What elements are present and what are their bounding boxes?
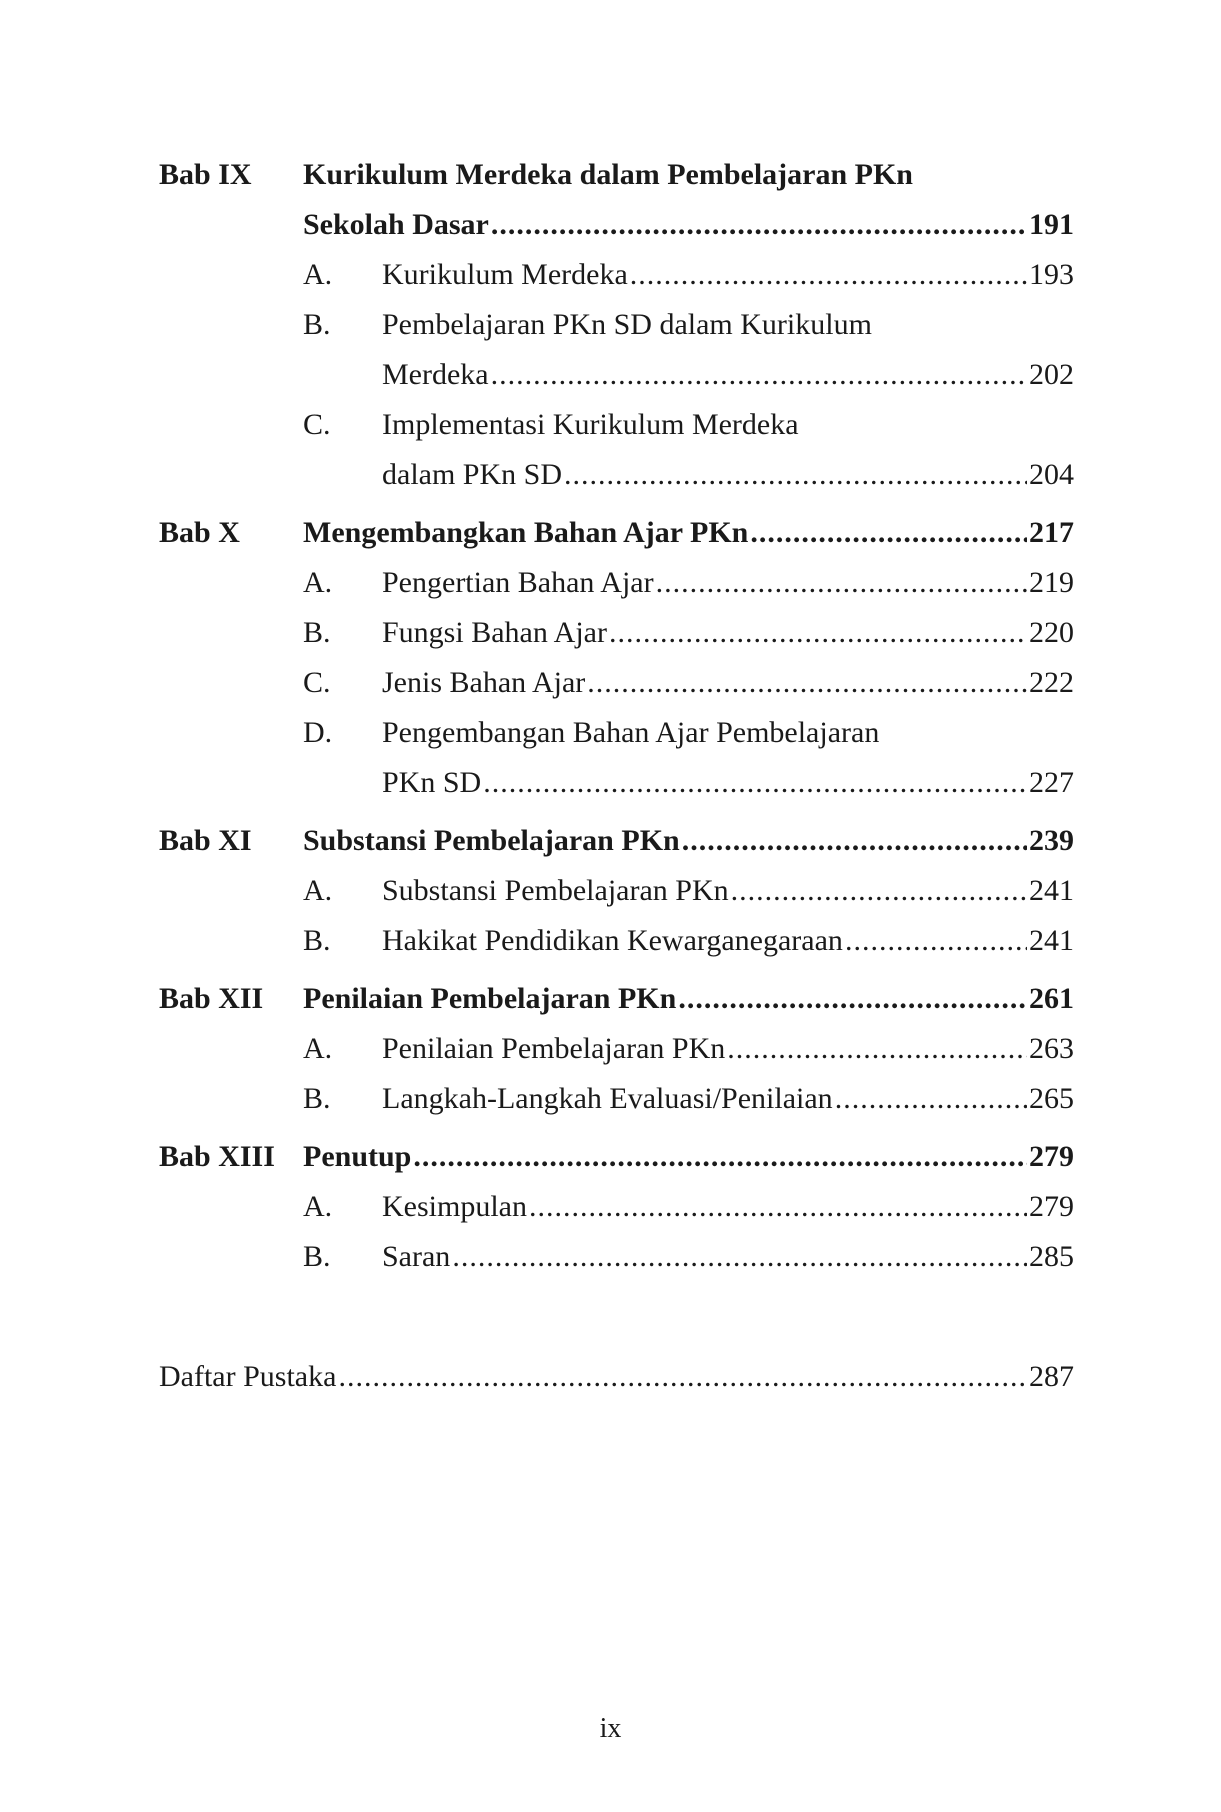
- toc-chapter-heading: [159, 1132, 1074, 1182]
- dot-leader: [630, 250, 1027, 300]
- chapter-title: Penutup: [303, 1140, 412, 1173]
- dot-leader: [845, 916, 1027, 966]
- section-title: Saran: [382, 1240, 451, 1273]
- chapter-page-number: 191: [1029, 208, 1074, 241]
- toc-chapter-bab-xi: [159, 816, 1074, 966]
- section-page-number: 219: [1029, 566, 1074, 599]
- toc-section-cont: [159, 758, 1074, 808]
- toc-section: [159, 558, 1074, 608]
- toc-chapter-heading: [159, 150, 1074, 200]
- chapter-title: Substansi Pembelajaran PKn: [303, 824, 680, 857]
- section-letter: B.: [303, 924, 331, 957]
- dot-leader: [609, 608, 1027, 658]
- toc-section-cont: [159, 350, 1074, 400]
- bibliography-title: Daftar Pustaka: [159, 1360, 337, 1393]
- section-page-number: 204: [1029, 458, 1074, 491]
- toc-chapter-heading: [159, 816, 1074, 866]
- section-page-number: 222: [1029, 666, 1074, 699]
- section-title: Kesimpulan: [382, 1190, 527, 1223]
- section-letter: B.: [303, 1082, 331, 1115]
- section-page-number: 202: [1029, 358, 1074, 391]
- toc-section: [159, 250, 1074, 300]
- chapter-label: Bab XI: [159, 824, 252, 857]
- section-page-number: 220: [1029, 616, 1074, 649]
- section-title-cont: PKn SD: [382, 766, 482, 799]
- dot-leader: [678, 974, 1027, 1024]
- section-letter: A.: [303, 1190, 333, 1223]
- toc-section: [159, 1232, 1074, 1282]
- bibliography-page-number: 287: [1029, 1360, 1074, 1393]
- toc-section: [159, 300, 1074, 350]
- toc-chapter-bab-xii: [159, 974, 1074, 1124]
- dot-leader: [529, 1182, 1027, 1232]
- section-page-number: 193: [1029, 258, 1074, 291]
- section-page-number: 227: [1029, 766, 1074, 799]
- section-letter: C.: [303, 666, 331, 699]
- dot-leader: [338, 1352, 1027, 1402]
- dot-leader: [727, 1024, 1027, 1074]
- section-title: Pengertian Bahan Ajar: [382, 566, 654, 599]
- section-title: Implementasi Kurikulum Merdeka: [382, 408, 799, 441]
- chapter-title: Kurikulum Merdeka dalam Pembelajaran PKn: [303, 158, 913, 191]
- section-title: Pengembangan Bahan Ajar Pembelajaran: [382, 716, 880, 749]
- dot-leader: [452, 1232, 1027, 1282]
- toc-chapter-heading-cont: [159, 200, 1074, 250]
- dot-leader: [731, 866, 1027, 916]
- section-title: Pembelajaran PKn SD dalam Kurikulum: [382, 308, 872, 341]
- section-letter: B.: [303, 308, 331, 341]
- chapter-title: Penilaian Pembelajaran PKn: [303, 982, 677, 1015]
- chapter-page-number: 217: [1029, 516, 1074, 549]
- chapter-label: Bab X: [159, 516, 240, 549]
- section-title: Kurikulum Merdeka: [382, 258, 628, 291]
- chapter-page-number: 261: [1029, 982, 1074, 1015]
- chapter-page-number: 239: [1029, 824, 1074, 857]
- chapter-label: Bab XII: [159, 982, 264, 1015]
- toc-chapter-bab-x: [159, 508, 1074, 808]
- section-letter: C.: [303, 408, 331, 441]
- toc-section: [159, 708, 1074, 758]
- toc-section: [159, 608, 1074, 658]
- section-title: Jenis Bahan Ajar: [382, 666, 586, 699]
- section-letter: D.: [303, 716, 333, 749]
- dot-leader: [682, 816, 1027, 866]
- section-title: Hakikat Pendidikan Kewarganegaraan: [382, 924, 843, 957]
- section-title: Fungsi Bahan Ajar: [382, 616, 607, 649]
- section-letter: A.: [303, 258, 333, 291]
- dot-leader: [491, 350, 1027, 400]
- toc-section: [159, 866, 1074, 916]
- toc-section: [159, 916, 1074, 966]
- toc-section: [159, 658, 1074, 708]
- dot-leader: [491, 200, 1027, 250]
- section-letter: B.: [303, 616, 331, 649]
- chapter-title-cont: Sekolah Dasar: [303, 208, 489, 241]
- dot-leader: [413, 1132, 1027, 1182]
- section-page-number: 263: [1029, 1032, 1074, 1065]
- chapter-title: Mengembangkan Bahan Ajar PKn: [303, 516, 749, 549]
- toc-chapter-bab-xiii: [159, 1132, 1074, 1282]
- page-folio: ix: [599, 1713, 622, 1744]
- section-title: Langkah-Langkah Evaluasi/Penilaian: [382, 1082, 833, 1115]
- section-letter: A.: [303, 566, 333, 599]
- toc-chapter-bab-ix: [159, 150, 1074, 500]
- toc-bibliography: [159, 1352, 1074, 1402]
- section-letter: B.: [303, 1240, 331, 1273]
- section-title: Substansi Pembelajaran PKn: [382, 874, 729, 907]
- toc-section: [159, 1074, 1074, 1124]
- chapter-label: Bab XIII: [159, 1140, 275, 1173]
- dot-leader: [750, 508, 1027, 558]
- section-page-number: 285: [1029, 1240, 1074, 1273]
- dot-leader: [835, 1074, 1027, 1124]
- section-page-number: 241: [1029, 924, 1074, 957]
- toc-section: [159, 1024, 1074, 1074]
- section-letter: A.: [303, 1032, 333, 1065]
- dot-leader: [656, 558, 1027, 608]
- section-page-number: 241: [1029, 874, 1074, 907]
- section-title-cont: dalam PKn SD: [382, 458, 562, 491]
- chapter-label: Bab IX: [159, 158, 252, 191]
- section-page-number: 279: [1029, 1190, 1074, 1223]
- toc-section-cont: [159, 450, 1074, 500]
- section-letter: A.: [303, 874, 333, 907]
- chapter-page-number: 279: [1029, 1140, 1074, 1173]
- section-title: Penilaian Pembelajaran PKn: [382, 1032, 726, 1065]
- dot-leader: [483, 758, 1027, 808]
- toc-chapter-heading: [159, 508, 1074, 558]
- toc-chapter-heading: [159, 974, 1074, 1024]
- dot-leader: [564, 450, 1027, 500]
- toc-section: [159, 1182, 1074, 1232]
- toc-section: [159, 400, 1074, 450]
- section-page-number: 265: [1029, 1082, 1074, 1115]
- table-of-contents: [159, 150, 1074, 1282]
- section-title-cont: Merdeka: [382, 358, 489, 391]
- dot-leader: [587, 658, 1027, 708]
